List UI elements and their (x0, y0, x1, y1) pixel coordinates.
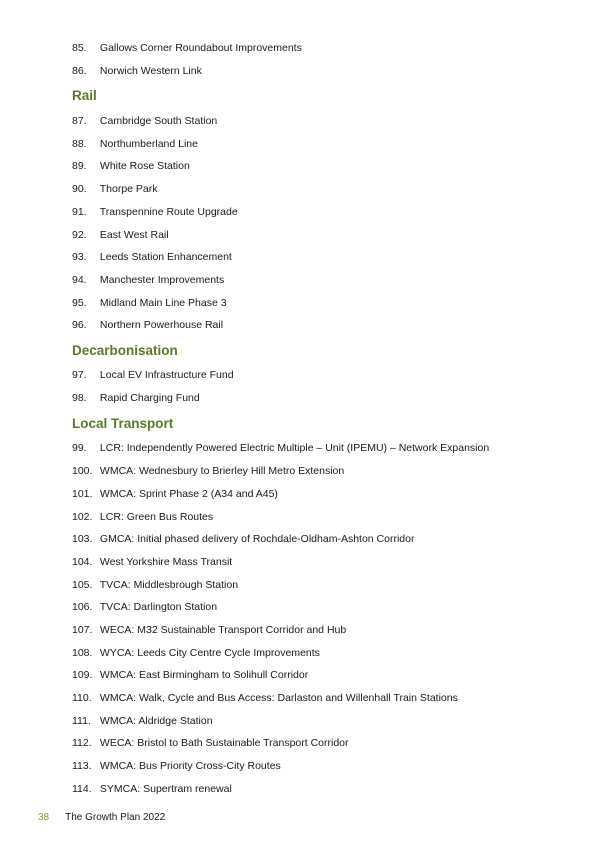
list-item: 85. Gallows Corner Roundabout Improvements (72, 42, 302, 54)
document-title: The Growth Plan 2022 (65, 812, 166, 823)
list-item: 106. TVCA: Darlington Station (72, 601, 218, 613)
list-item: 104. West Yorkshire Mass Transit (72, 556, 233, 568)
list-item: 114. SYMCA: Supertram renewal (72, 783, 232, 795)
list-item: 111. WMCA: Aldridge Station (72, 715, 213, 727)
list-item: 102. LCR: Green Bus Routes (72, 511, 214, 523)
list-item: 107. WECA: M32 Sustainable Transport Corridor and Hub (72, 624, 347, 636)
list-item: 92. East West Rail (72, 229, 169, 241)
list-item: 99. LCR: Independently Powered Electric Multiple – Unit (IPEMU) – Network Expansion (72, 442, 490, 454)
list-item: 87. Cambridge South Station (72, 115, 218, 127)
list-item: 103. GMCA: Initial phased delivery of Rochdale-Oldham-Ashton Corridor (72, 533, 415, 545)
list-item: 94. Manchester Improvements (72, 274, 225, 286)
list-item: 113. WMCA: Bus Priority Cross-City Routes (72, 760, 281, 772)
section-heading-decarbonisation: Decarbonisation (72, 343, 178, 358)
list-item: 86. Norwich Western Link (72, 65, 202, 77)
list-item: 96. Northern Powerhouse Rail (72, 319, 224, 331)
list-item: 89. White Rose Station (72, 160, 190, 172)
section-heading-rail: Rail (72, 88, 97, 103)
list-item: 91. Transpennine Route Upgrade (72, 206, 238, 218)
page-number: 38 (38, 812, 50, 823)
list-item: 100. WMCA: Wednesbury to Brierley Hill Metro Extension (72, 465, 345, 477)
list-item: 95. Midland Main Line Phase 3 (72, 297, 227, 309)
list-item: 112. WECA: Bristol to Bath Sustainable Transport Corridor (72, 737, 349, 749)
list-item: 110. WMCA: Walk, Cycle and Bus Access: Darlaston and Willenhall Train Stations (72, 692, 458, 704)
list-item: 90. Thorpe Park (72, 183, 158, 195)
list-item: 93. Leeds Station Enhancement (72, 251, 232, 263)
list-item: 98. Rapid Charging Fund (72, 392, 200, 404)
section-heading-local-transport: Local Transport (72, 416, 174, 431)
page-footer (38, 811, 165, 825)
list-item: 101. WMCA: Sprint Phase 2 (A34 and A45) (72, 488, 278, 500)
list-item: 109. WMCA: East Birmingham to Solihull Corridor (72, 669, 309, 681)
list-item: 105. TVCA: Middlesbrough Station (72, 579, 239, 591)
list-item: 97. Local EV Infrastructure Fund (72, 369, 234, 381)
list-item: 88. Northumberland Line (72, 138, 198, 150)
list-item: 108. WYCA: Leeds City Centre Cycle Improvements (72, 647, 320, 659)
